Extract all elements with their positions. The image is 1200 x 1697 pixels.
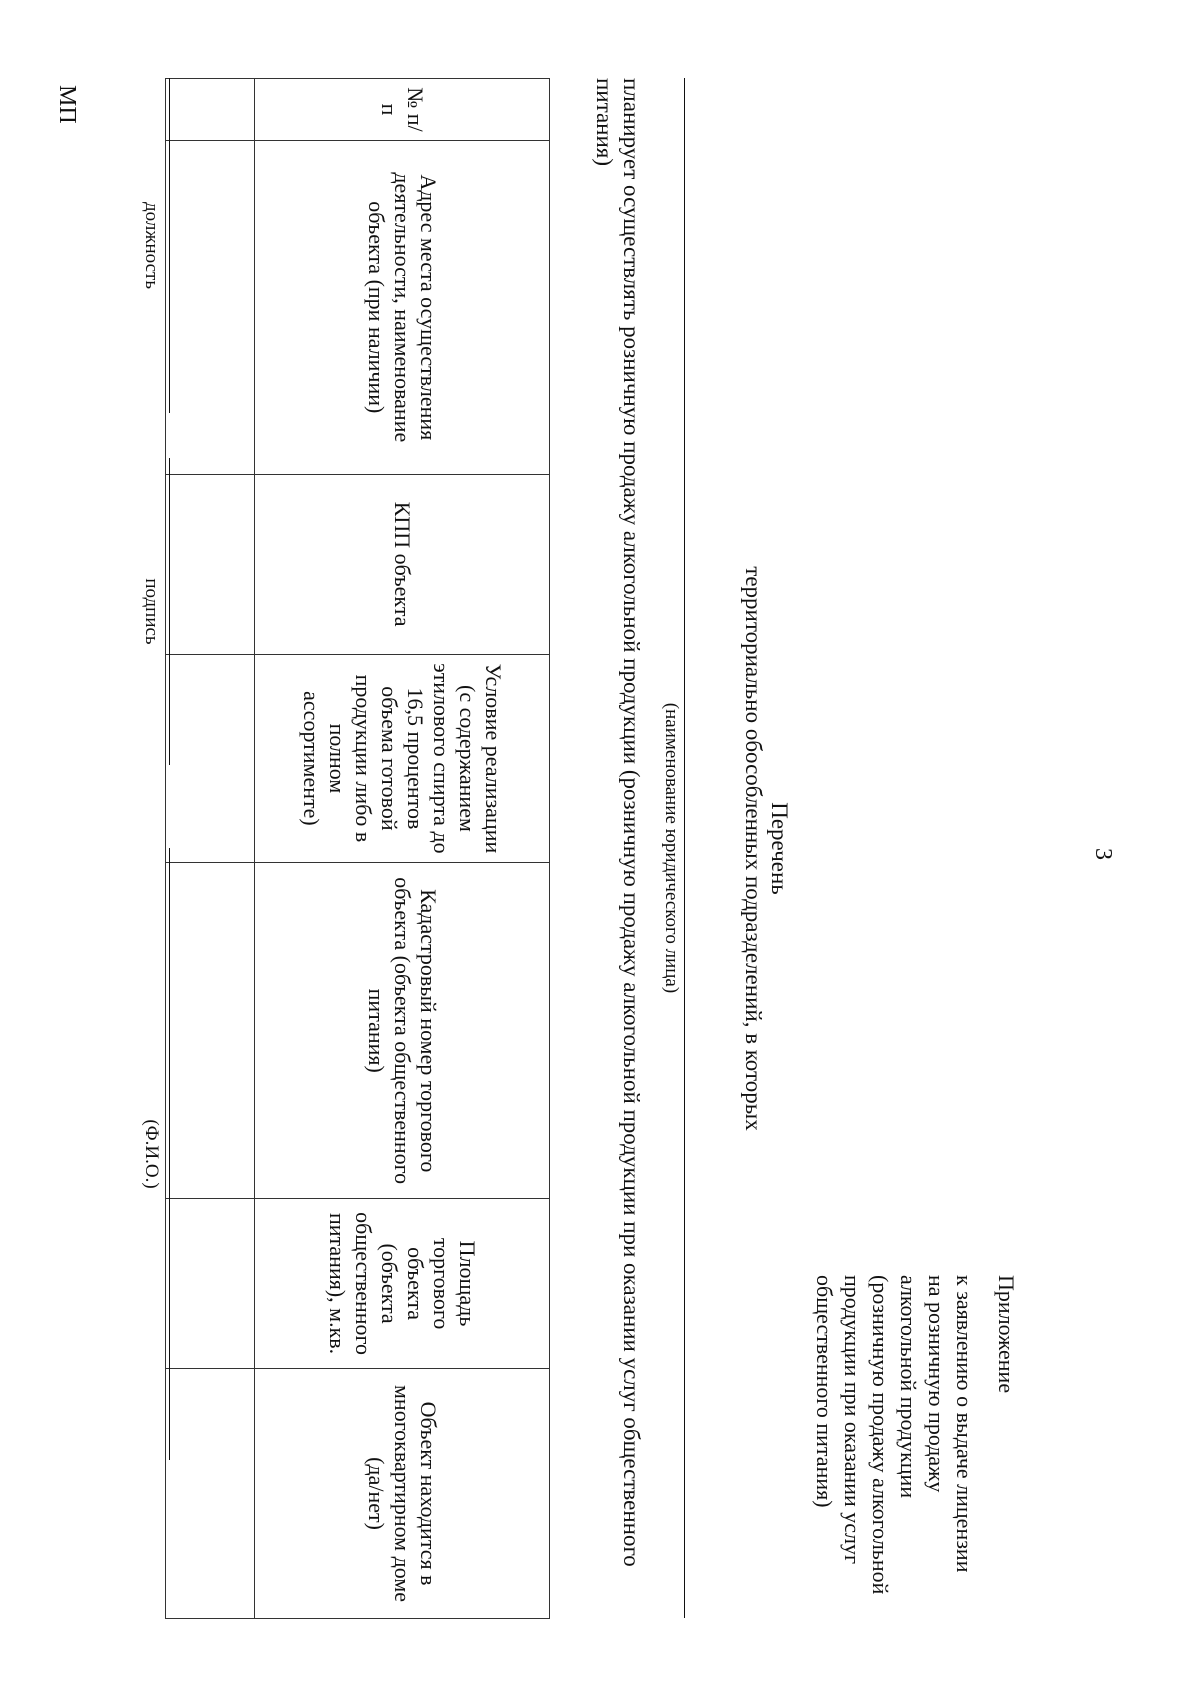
position-caption: должность xyxy=(141,201,162,290)
entity-name-caption: (наименование юридического лица) xyxy=(661,702,682,994)
header-cell-kpp: КПП объекта xyxy=(255,474,550,654)
header-cell-area: Площадь торгового объекта (объекта общественного питания), м.кв. xyxy=(255,1199,550,1369)
appendix-line: общественного питания) xyxy=(812,1275,837,1508)
header-cell-cadastral-number: Кадастровый номер торгового объекта (объекта общественного питания) xyxy=(255,863,550,1199)
table-cell xyxy=(166,1369,255,1619)
full-name-caption: (Ф.И.О.) xyxy=(141,1119,162,1189)
position-line xyxy=(169,78,170,413)
appendix-block xyxy=(810,1275,1020,1595)
table-cell xyxy=(166,474,255,654)
appendix-line: продукции при оказании услуг xyxy=(840,1275,865,1565)
table-cell xyxy=(166,140,255,474)
signature-caption: подпись xyxy=(141,578,162,645)
subdivisions-table xyxy=(165,78,550,1619)
entity-name-line xyxy=(684,78,685,1618)
stamp-label: МП xyxy=(54,85,80,124)
table-cell xyxy=(166,79,255,141)
table-header-row xyxy=(255,79,550,1619)
signature-line xyxy=(169,458,170,765)
header-cell-sale-condition: Условие реализации (с содержанием этилового спирта до 16,5 процентов объема готовой продукции либо в полном ассортименте) xyxy=(255,654,550,863)
full-name-line xyxy=(169,848,170,1460)
plan-paragraph: планирует осуществлять розничную продажу алкогольной продукции (розничную продажу алкогольной продукции при оказании услуг общественного питания) xyxy=(592,78,644,1567)
header-cell-address: Адрес места осуществления деятельности, наименование объекта (при наличии) xyxy=(255,140,550,474)
table-cell xyxy=(166,654,255,863)
table-cell xyxy=(166,863,255,1199)
header-cell-number: № п/п xyxy=(255,79,550,141)
appendix-title: Приложение xyxy=(994,1275,1019,1394)
header-cell-apartment-building: Объект находится в многоквартирном доме (да/нет) xyxy=(255,1369,550,1619)
page-number: 3 xyxy=(1090,848,1116,860)
document-subtitle: территориально обособленных подразделений, в которых xyxy=(741,566,766,1131)
appendix-line: (розничную продажу алкогольной xyxy=(868,1275,893,1595)
table-cell xyxy=(166,1199,255,1369)
table-row xyxy=(166,79,255,1619)
appendix-line: алкогольной продукции xyxy=(896,1275,921,1499)
document-title: Перечень xyxy=(767,802,792,895)
appendix-line: на розничную продажу xyxy=(924,1275,949,1493)
appendix-line: к заявлению о выдаче лицензии xyxy=(952,1275,977,1573)
